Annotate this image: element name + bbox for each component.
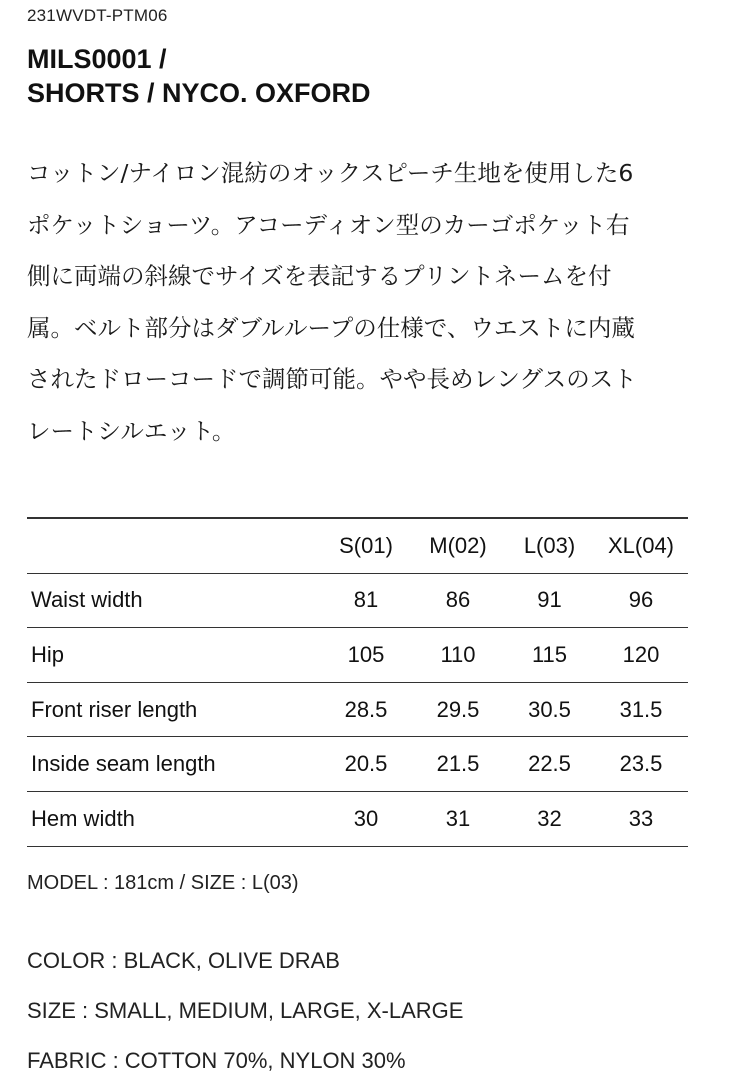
row-label: Hem width	[27, 791, 321, 846]
description-line: ポケットショーツ。アコーディオン型のカーゴポケット右	[27, 210, 630, 239]
table-cell: 22.5	[505, 737, 594, 792]
header-cell-xl: XL(04)	[594, 518, 688, 573]
table-cell: 23.5	[594, 737, 688, 792]
table-cell: 110	[411, 628, 505, 683]
description-line: 属。ベルト部分はダブルループの仕様で、ウエストに内蔵	[27, 313, 635, 342]
row-label: Inside seam length	[27, 737, 321, 792]
table-cell: 28.5	[321, 682, 411, 737]
description-line: 側に両端の斜線でサイズを表記するプリントネームを付	[27, 262, 612, 290]
size-chart-table	[27, 517, 688, 847]
table-row	[27, 791, 688, 846]
table-cell: 21.5	[411, 737, 505, 792]
description-line: レートシルエット。	[27, 416, 236, 445]
header-cell-m: M(02)	[411, 518, 505, 573]
model-info: MODEL : 181cm / SIZE : L(03)	[27, 872, 299, 894]
header-cell-l: L(03)	[505, 518, 594, 573]
table-row	[27, 628, 688, 683]
size-spec: SIZE : SMALL, MEDIUM, LARGE, X-LARGE	[27, 998, 464, 1023]
header-cell-empty	[27, 518, 321, 573]
table-cell: 20.5	[321, 737, 411, 792]
row-label: Hip	[27, 628, 321, 683]
color-spec: COLOR : BLACK, OLIVE DRAB	[27, 948, 340, 973]
table-cell: 31.5	[594, 682, 688, 737]
header-cell-s: S(01)	[321, 518, 411, 573]
description-line: コットン/ナイロン混紡のオックスピーチ生地を使用した6	[27, 159, 634, 187]
table-row	[27, 737, 688, 792]
table-cell: 86	[411, 573, 505, 628]
table-cell: 30	[321, 791, 411, 846]
row-label: Front riser length	[27, 682, 321, 737]
fabric-spec: FABRIC : COTTON 70%, NYLON 30%	[27, 1048, 406, 1073]
table-cell: 91	[505, 573, 594, 628]
table-cell: 31	[411, 791, 505, 846]
table-cell: 81	[321, 573, 411, 628]
table-cell: 33	[594, 791, 688, 846]
table-cell: 115	[505, 628, 594, 683]
table-cell: 30.5	[505, 682, 594, 737]
table-cell: 96	[594, 573, 688, 628]
table-cell: 120	[594, 628, 688, 683]
product-title-line-1: MILS0001 /	[27, 44, 167, 74]
description-line: されたドローコードで調節可能。やや長めレングスのスト	[27, 365, 637, 393]
table-cell: 32	[505, 791, 594, 846]
table-row	[27, 573, 688, 628]
table-cell: 105	[321, 628, 411, 683]
table-header-row	[27, 518, 688, 573]
product-description	[27, 148, 707, 457]
product-title	[27, 42, 371, 110]
row-label: Waist width	[27, 573, 321, 628]
table-row	[27, 682, 688, 737]
table-cell: 29.5	[411, 682, 505, 737]
product-code: 231WVDT-PTM06	[27, 6, 168, 25]
product-title-line-2: SHORTS / NYCO. OXFORD	[27, 78, 371, 108]
